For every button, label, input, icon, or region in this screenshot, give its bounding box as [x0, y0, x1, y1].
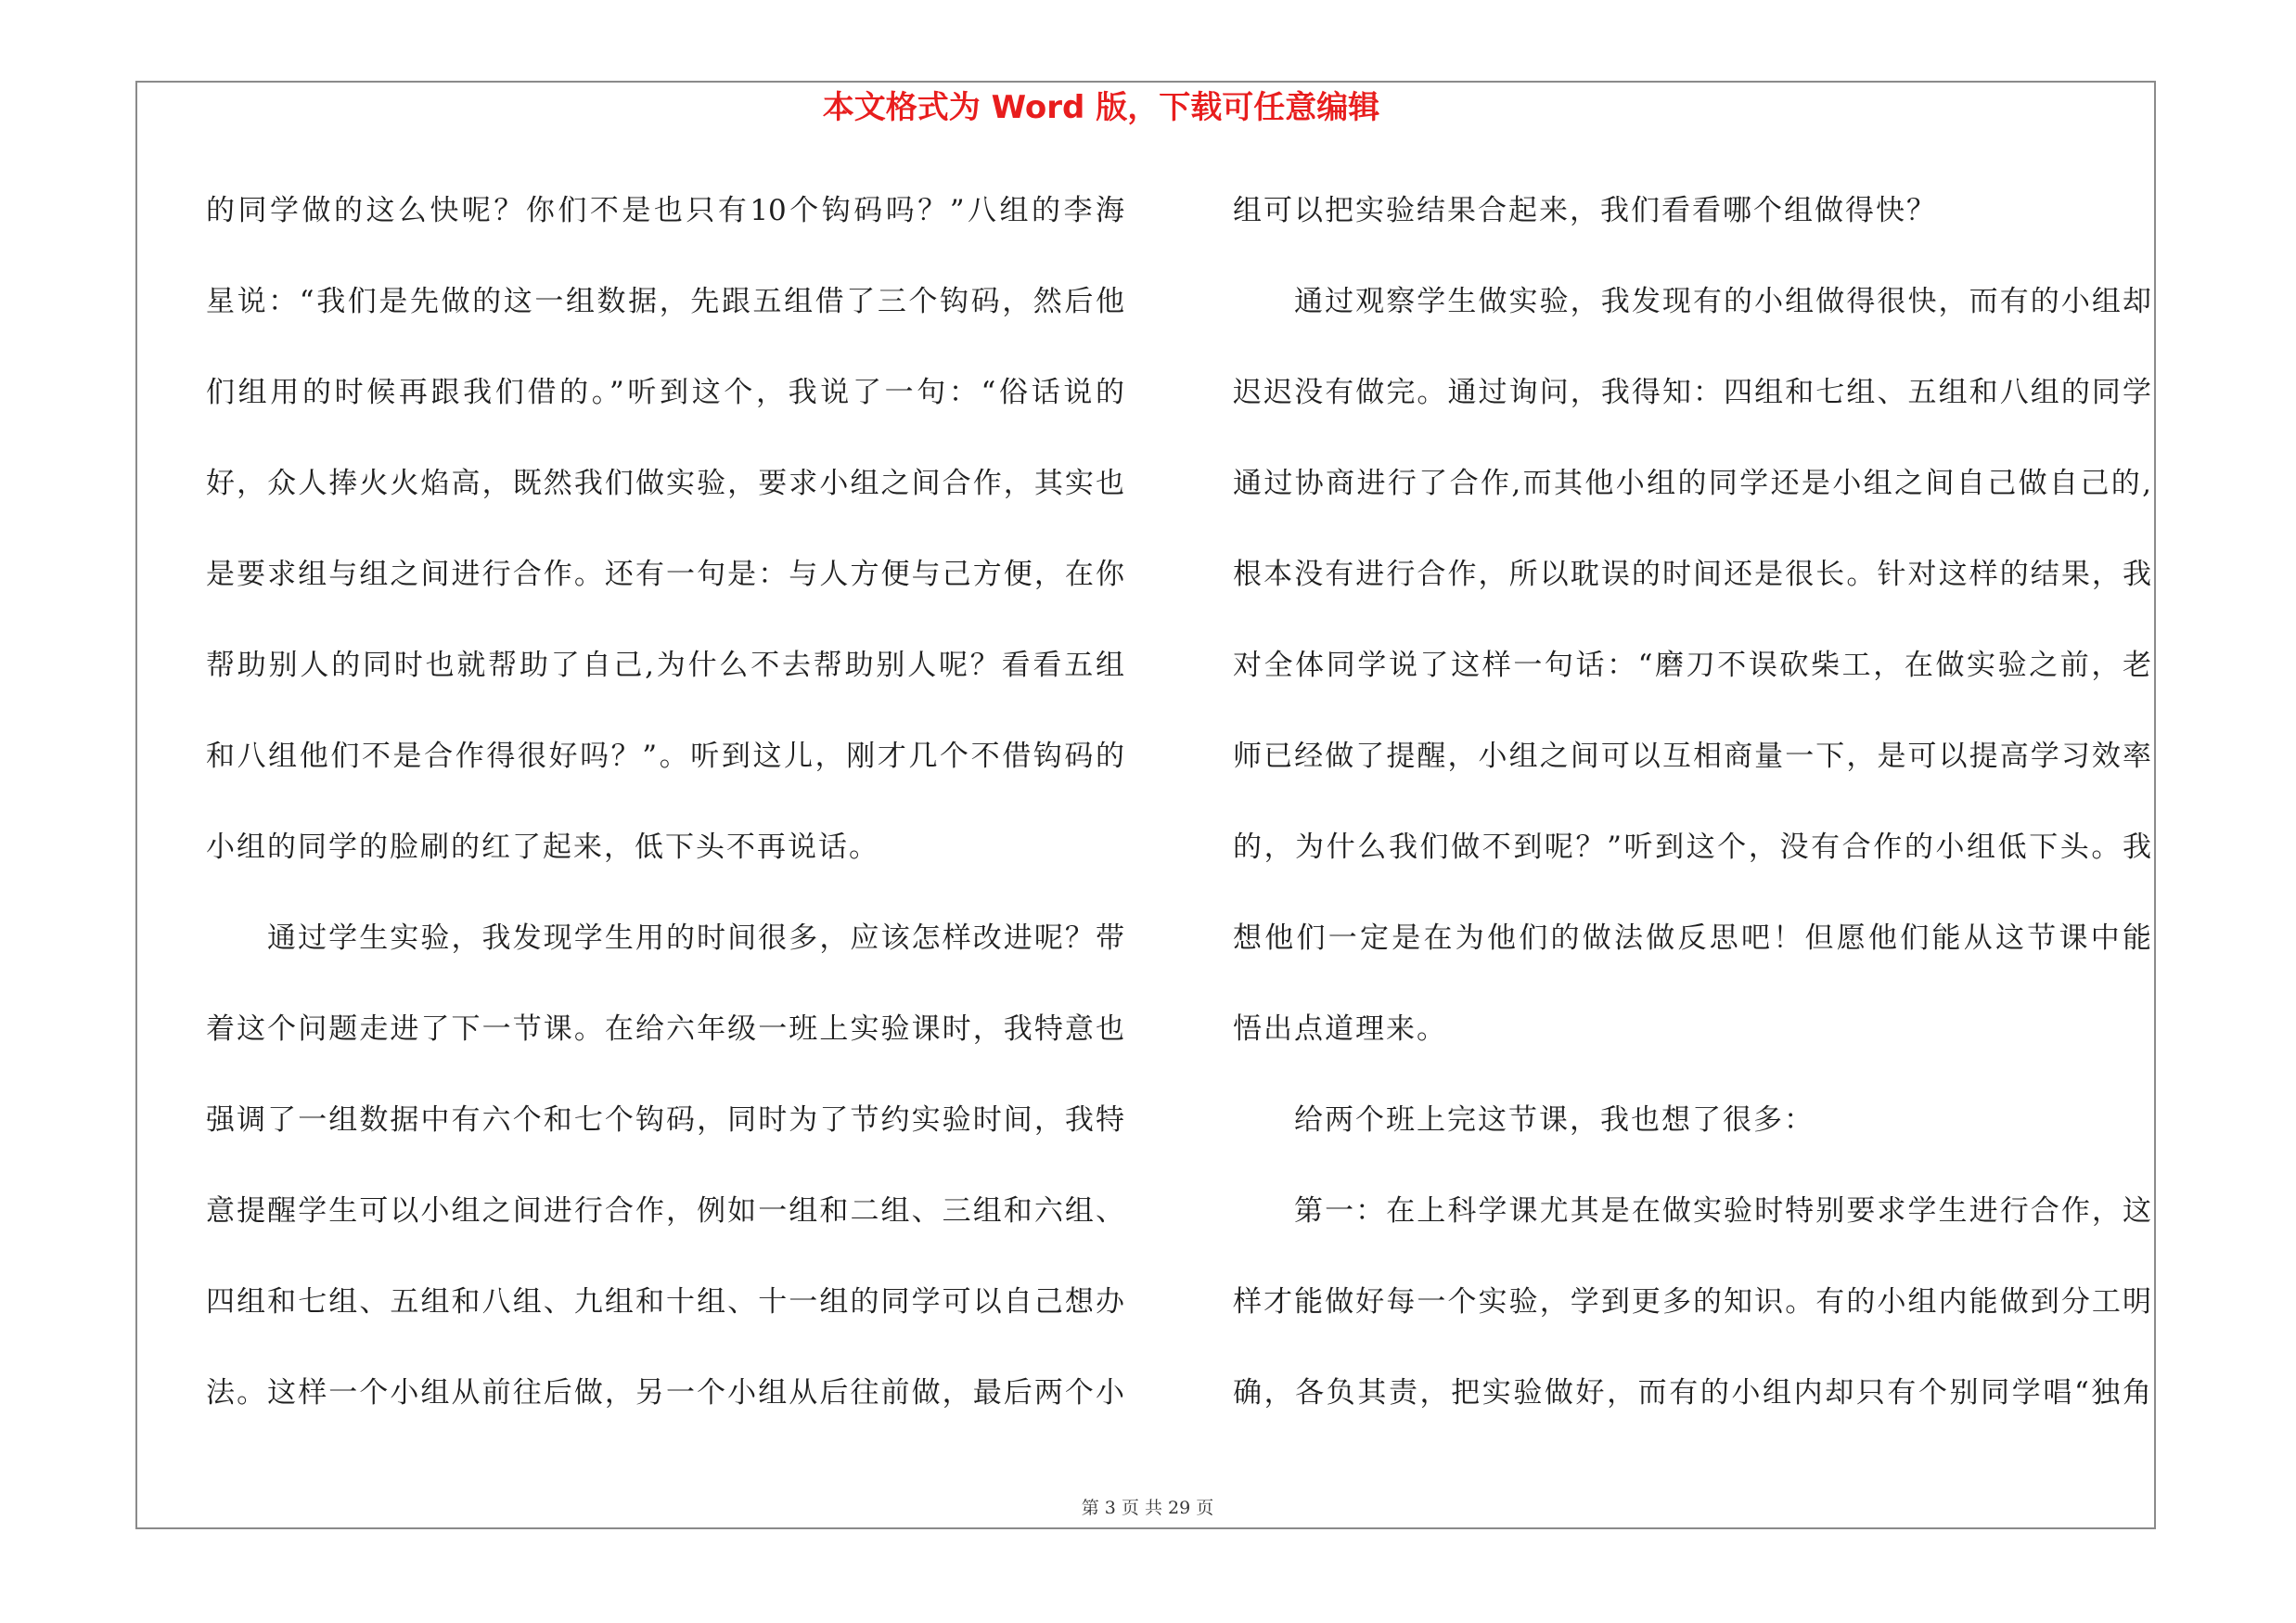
text-line: 根本没有进行合作，所以耽误的时间还是很长。针对这样的结果，我 [1233, 558, 2151, 591]
text-line: 师已经做了提醒，小组之间可以互相商量一下，是可以提高学习效率 [1233, 740, 2151, 773]
paragraph-first-line: 第一：在上科学课尤其是在做实验时特别要求学生进行合作，这 [1294, 1194, 2151, 1228]
text-line: 想他们一定是在为他们的做法做反思吧！但愿他们能从这节课中能 [1233, 921, 2151, 955]
text-line: 小组的同学的脸刷的红了起来，低下头不再说话。 [206, 831, 879, 864]
right-text-column [1233, 165, 2151, 1438]
text-line: 们组用的时候再跟我们借的。”听到这个，我说了一句：“俗话说的 [206, 376, 1124, 409]
text-line: 迟迟没有做完。通过询问，我得知：四组和七组、五组和八组的同学 [1233, 376, 2151, 409]
text-line: 的，为什么我们做不到呢？”听到这个，没有合作的小组低下头。我 [1233, 831, 2151, 864]
text-line: 四组和七组、五组和八组、九组和十组、十一组的同学可以自己想办 [206, 1285, 1124, 1319]
text-line: 是要求组与组之间进行合作。还有一句是：与人方便与己方便，在你 [206, 558, 1124, 591]
page-number-footer: 第 3 页 共 29 页 [1081, 1498, 1214, 1518]
text-line: 确，各负其责，把实验做好，而有的小组内却只有个别同学唱“独角 [1233, 1376, 2151, 1410]
text-line: 好，众人捧火火焰高，既然我们做实验，要求小组之间合作，其实也 [206, 467, 1124, 500]
left-text-column [206, 165, 1124, 1438]
text-line: 法。这样一个小组从前往后做，另一个小组从后往前做，最后两个小 [206, 1376, 1124, 1410]
text-line: 星说：“我们是先做的这一组数据，先跟五组借了三个钩码，然后他 [206, 285, 1124, 318]
text-line: 通过协商进行了合作,而其他小组的同学还是小组之间自己做自己的, [1233, 467, 2151, 500]
text-line: 着这个问题走进了下一节课。在给六年级一班上实验课时，我特意也 [206, 1012, 1124, 1046]
text-line: 悟出点道理来。 [1233, 1012, 1447, 1046]
text-line: 意提醒学生可以小组之间进行合作，例如一组和二组、三组和六组、 [206, 1194, 1124, 1228]
text-line: 帮助别人的同时也就帮助了自己,为什么不去帮助别人呢？看看五组 [206, 649, 1124, 682]
paragraph-first-line: 通过观察学生做实验，我发现有的小组做得很快，而有的小组却 [1294, 285, 2151, 318]
text-line: 样才能做好每一个实验，学到更多的知识。有的小组内能做到分工明 [1233, 1285, 2151, 1319]
format-notice-header: 本文格式为 Word 版，下载可任意编辑 [822, 89, 1380, 126]
text-line: 的同学做的这么快呢？你们不是也只有10个钩码吗？”八组的李海 [206, 194, 1124, 227]
paragraph-first-line: 通过学生实验，我发现学生用的时间很多，应该怎样改进呢？带 [267, 921, 1124, 955]
text-line: 和八组他们不是合作得很好吗？”。听到这儿，刚才几个不借钩码的 [206, 740, 1124, 773]
text-line: 对全体同学说了这样一句话：“磨刀不误砍柴工，在做实验之前，老 [1233, 649, 2151, 682]
text-line: 组可以把实验结果合起来，我们看看哪个组做得快？ [1233, 194, 1937, 227]
text-line: 强调了一组数据中有六个和七个钩码，同时为了节约实验时间，我特 [206, 1103, 1124, 1137]
paragraph-first-line: 给两个班上完这节课，我也想了很多： [1294, 1103, 1815, 1137]
